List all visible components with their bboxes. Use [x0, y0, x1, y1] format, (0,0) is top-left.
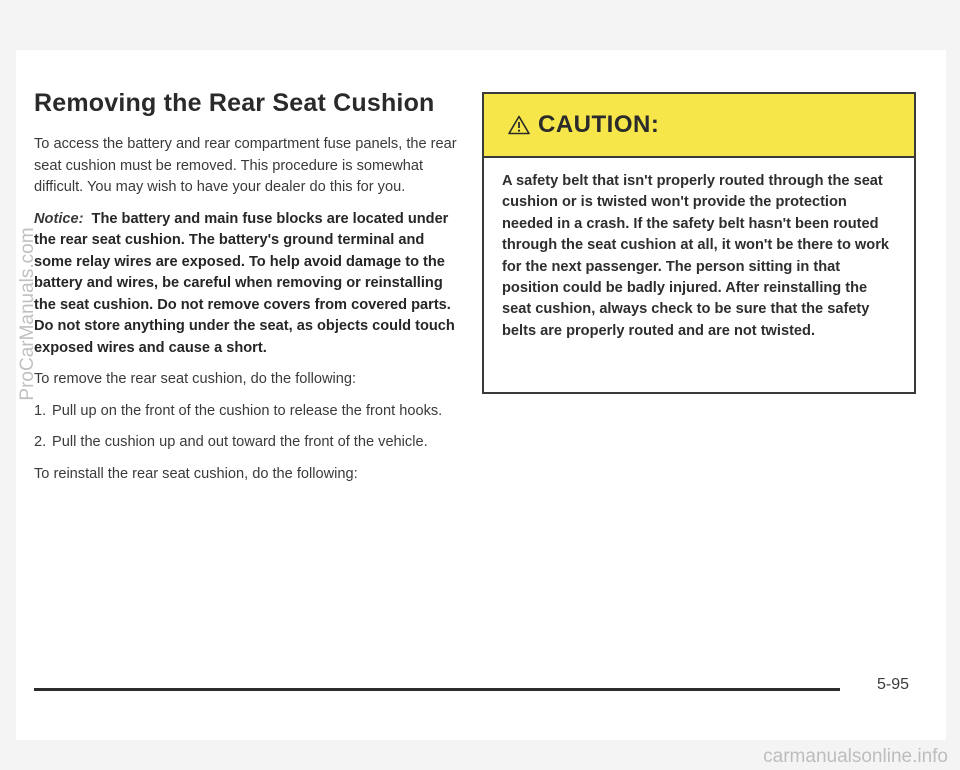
notice-label: Notice: [34, 210, 84, 227]
reinstall-intro: To reinstall the rear seat cushion, do the following: [34, 465, 358, 482]
caution-heading: CAUTION: [538, 111, 660, 138]
left-column [34, 134, 459, 495]
section-title: Removing the Rear Seat Cushion [34, 89, 435, 117]
warning-triangle-icon [508, 115, 530, 135]
remove-steps-list [34, 401, 459, 454]
bottom-watermark: carmanualsonline.info [763, 746, 948, 767]
step-number: 1. [34, 402, 47, 419]
side-watermark: ProCarManuals.com [17, 227, 38, 401]
intro-paragraph: To access the battery and rear compartment fuse panels, the rear seat cushion must be removed. This procedure is somewhat difficult. You may wish to have your dealer do this for you. [34, 136, 457, 195]
remove-intro: To remove the rear seat cushion, do the following: [34, 371, 357, 387]
caution-body: A safety belt that isn't properly routed through the seat cushion or is twisted won't provide the protection needed in a crash. If the safety belt hasn't been routed through the seat cushion at all, it won't be there to work for the next passenger. The person sitting in that position could be badly injured. After reinstalling the seat cushion, always check to be sure that the safety belts are properly routed and are not twisted. [502, 173, 889, 339]
step-number: 2. [34, 434, 47, 450]
step-text: Pull the cushion up and out toward the front of the vehicle. [52, 434, 428, 450]
list-item [34, 432, 459, 454]
caution-box [482, 92, 916, 394]
footer-rule [34, 688, 840, 691]
notice-paragraph [34, 209, 459, 360]
notice-text: The battery and main fuse blocks are located under the rear seat cushion. The battery's ground terminal and some relay wires are exposed. To help avoid damage to the battery and wires, be careful when removing or reinstalling the seat cushion. Do not remove covers from covered parts. Do not store anything under the seat, as objects could touch exposed wires and cause a short. [34, 210, 455, 356]
page-number: 5-95 [877, 676, 910, 693]
step-text: Pull up on the front of the cushion to release the front hooks. [52, 402, 443, 419]
caution-header [484, 94, 914, 158]
list-item [34, 401, 459, 423]
